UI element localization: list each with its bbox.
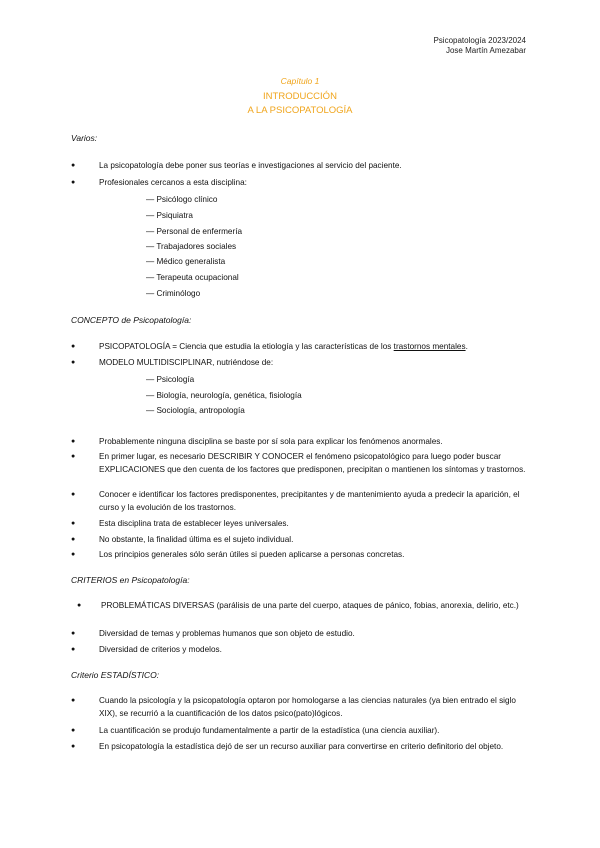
list-item-text: Diversidad de criterios y modelos. bbox=[99, 645, 222, 654]
section-varios: Varios: bbox=[71, 133, 98, 143]
section-concepto: CONCEPTO de Psicopatología: bbox=[71, 315, 192, 325]
sub-item: — Psiquiatra bbox=[146, 211, 193, 220]
bullet-icon: ● bbox=[71, 179, 76, 186]
bullet-icon: ● bbox=[71, 162, 76, 169]
sub-item: — Terapeuta ocupacional bbox=[146, 273, 239, 282]
chapter-label: Capítulo 1 bbox=[280, 76, 320, 86]
bullet-icon: ● bbox=[71, 646, 76, 653]
chapter-title-line2: A LA PSICOPATOLOGÍA bbox=[247, 105, 353, 116]
list-item-text: No obstante, la finalidad última es el sujeto individual. bbox=[99, 535, 294, 544]
list-item-text: PROBLEMÁTICAS DIVERSAS (parálisis de una parte del cuerpo, ataques de pánico, fobias, anorexia, delirio, etc.) bbox=[101, 601, 519, 610]
bullet-icon: ● bbox=[71, 359, 76, 366]
sub-item: — Criminólogo bbox=[146, 289, 201, 298]
sub-item: — Personal de enfermería bbox=[146, 227, 243, 236]
section-criterios: CRITERIOS en Psicopatología: bbox=[71, 575, 190, 585]
list-item-text: Profesionales cercanos a esta disciplina: bbox=[99, 178, 247, 187]
header-author: Jose Martín Amezabar bbox=[445, 46, 526, 55]
sub-item: — Biología, neurología, genética, fisiología bbox=[146, 391, 302, 400]
bullet-icon: ● bbox=[71, 551, 76, 558]
bullet-icon: ● bbox=[71, 727, 76, 734]
list-item-text: Los principios generales sólo serán útiles si pueden aplicarse a personas concretas. bbox=[99, 550, 405, 559]
list-item-text: Esta disciplina trata de establecer leyes universales. bbox=[99, 519, 289, 528]
bullet-icon: ● bbox=[71, 520, 76, 527]
bullet-icon: ● bbox=[71, 743, 76, 750]
trastornos-mentales-link[interactable]: trastornos mentales bbox=[393, 342, 466, 351]
bullet-icon: ● bbox=[77, 602, 82, 609]
list-item-text: En primer lugar, es necesario DESCRIBIR Y CONOCER el fenómeno psicopatológico para luego poder buscar EXPLICACIONES que den cuenta de los factores que predisponen, precipitan o mantienen los síntomas y trastornos. bbox=[99, 452, 526, 474]
bullet-icon: ● bbox=[71, 536, 76, 543]
chapter-title-line1: INTRODUCCIÓN bbox=[263, 91, 337, 102]
list-item-text: Conocer e identificar los factores predisponentes, precipitantes y de mantenimiento ayuda a predecir la aparición, el curso y la evolución de los trastornos. bbox=[99, 490, 520, 512]
bullet-icon: ● bbox=[71, 438, 76, 445]
sub-item: — Psicólogo clínico bbox=[146, 195, 218, 204]
list-item-text: Probablemente ninguna disciplina se baste por sí sola para explicar los fenómenos anormales. bbox=[99, 437, 443, 446]
list-item-text: En psicopatología la estadística dejó de ser un recurso auxiliar para convertirse en criterio definitorio del objeto. bbox=[99, 742, 504, 751]
list-item-text: Diversidad de temas y problemas humanos que son objeto de estudio. bbox=[99, 629, 355, 638]
header-course: Psicopatología 2023/2024 bbox=[433, 36, 526, 45]
sub-item: — Sociología, antropología bbox=[146, 406, 245, 415]
list-item-text: La cuantificación se produjo fundamentalmente a partir de la estadística (una ciencia auxiliar). bbox=[99, 726, 440, 735]
bullet-icon: ● bbox=[71, 343, 76, 350]
bullet-icon: ● bbox=[71, 697, 76, 704]
sub-item: — Médico generalista bbox=[146, 257, 226, 266]
bullet-icon: ● bbox=[71, 453, 76, 460]
bullet-icon: ● bbox=[71, 491, 76, 498]
list-item-text: La psicopatología debe poner sus teorías e investigaciones al servicio del paciente. bbox=[99, 161, 402, 170]
list-item-text: MODELO MULTIDISCIPLINAR, nutriéndose de: bbox=[99, 358, 274, 367]
chapter-title bbox=[0, 90, 600, 118]
sub-item: — Psicología bbox=[146, 375, 195, 384]
section-estadistico: Criterio ESTADÍSTICO: bbox=[71, 670, 160, 680]
list-item-text: PSICOPATOLOGÍA = Ciencia que estudia la etiología y las características de los trastornos mentales. bbox=[99, 342, 468, 351]
bullet-icon: ● bbox=[71, 630, 76, 637]
list-item-text: Cuando la psicología y la psicopatología optaron por homologarse a las ciencias naturales (ya bien entrado el siglo XIX), se recurrió a la cuantificación de los datos psico(pato)lógicos. bbox=[99, 696, 516, 718]
sub-item: — Trabajadores sociales bbox=[146, 242, 237, 251]
page-header bbox=[433, 36, 526, 56]
